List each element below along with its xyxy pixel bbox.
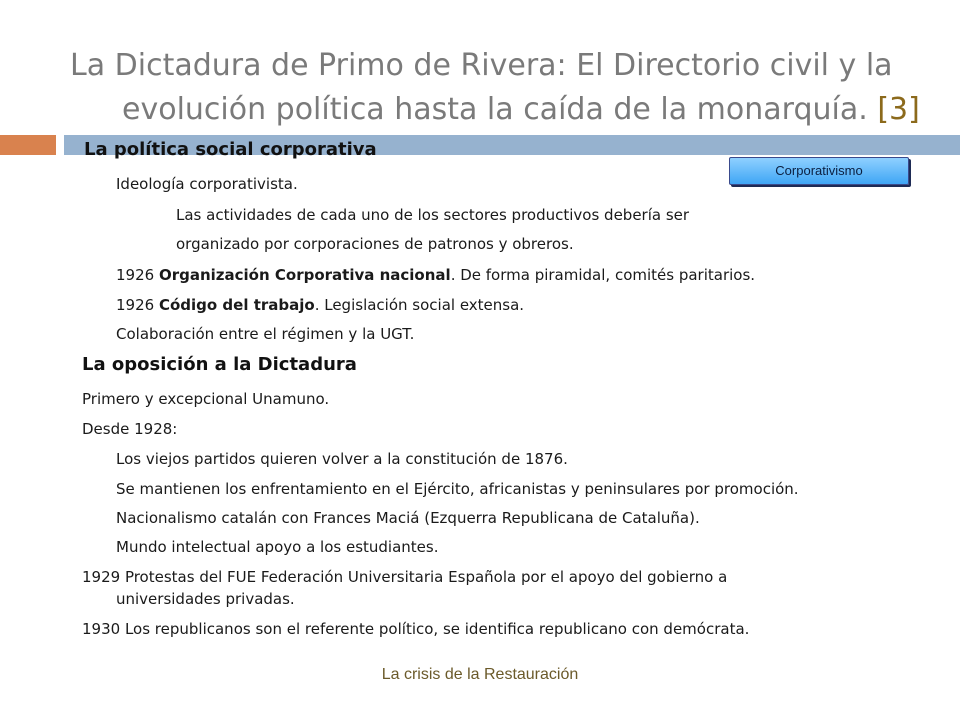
title-number: [3] (877, 92, 920, 127)
heading-oposicion: La oposición a la Dictadura (82, 354, 357, 375)
text-protestas-2: universidades privadas. (116, 590, 295, 608)
text-desde: Desde 1928: (82, 420, 178, 438)
item2-year: 1926 (116, 296, 155, 314)
corporativismo-tag[interactable]: Corporativismo (729, 157, 909, 185)
text-organizacion (116, 266, 755, 284)
item1-bold: Organización Corporativa nacional (158, 266, 451, 284)
text-actividades-1: Las actividades de cada uno de los sectores productivos debería ser (176, 206, 690, 224)
item1-rest: . De forma piramidal, comités paritarios. (450, 266, 756, 284)
text-primero: Primero y excepcional Unamuno. (82, 390, 330, 408)
title-line1: La Dictadura de Primo de Rivera: El Directorio civil y la (70, 48, 893, 83)
item2-bold: Código del trabajo (158, 296, 315, 314)
text-nacionalismo: Nacionalismo catalán con Frances Maciá (Ezquerra Republicana de Cataluña). (116, 509, 700, 527)
text-mundo: Mundo intelectual apoyo a los estudiantes. (116, 538, 439, 556)
text-republicanos: 1930 Los republicanos son el referente político, se identifica republicano con demócrata. (82, 620, 750, 638)
title-line2: evolución política hasta la caída de la monarquía. (122, 92, 868, 127)
item2-rest: . Legislación social extensa. (314, 296, 525, 314)
text-codigo (116, 296, 524, 314)
item1-year: 1926 (116, 266, 155, 284)
text-viejos: Los viejos partidos quieren volver a la constitución de 1876. (116, 450, 568, 468)
text-actividades-2: organizado por corporaciones de patronos y obreros. (176, 235, 574, 253)
text-protestas-1: 1929 Protestas del FUE Federación Universitaria Española por el apoyo del gobierno a (82, 568, 728, 586)
accent-bar-orange (0, 135, 56, 155)
text-mantienen: Se mantienen los enfrentamiento en el Ejército, africanistas y peninsulares por promoción. (116, 480, 799, 498)
text-colaboracion: Colaboración entre el régimen y la UGT. (116, 325, 415, 343)
text-ideologia: Ideología corporativista. (116, 175, 298, 193)
slide-title (70, 44, 930, 132)
footer-text: La crisis de la Restauración (381, 666, 579, 683)
heading-politica-social: La política social corporativa (84, 139, 377, 160)
